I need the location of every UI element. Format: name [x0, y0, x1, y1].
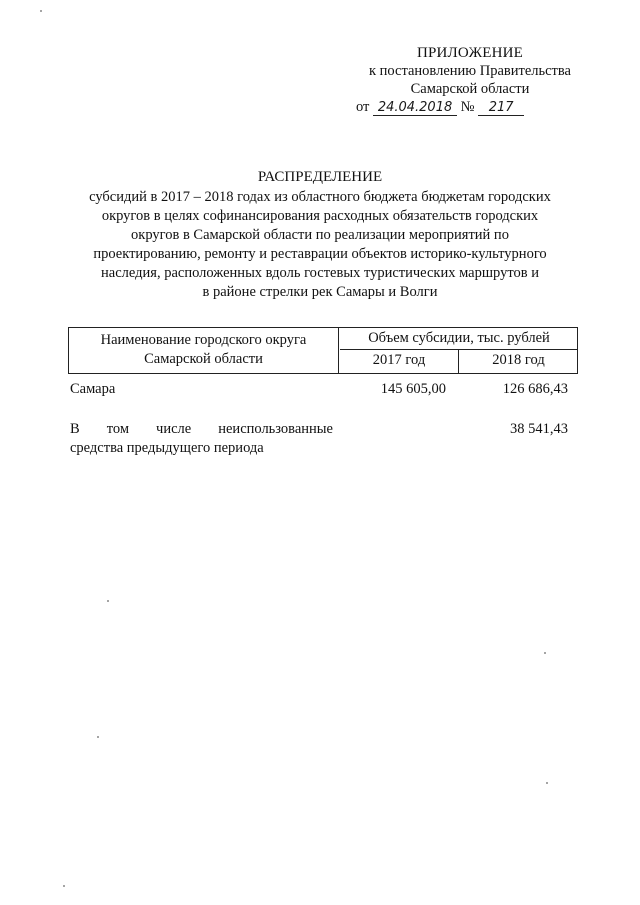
number-label: №	[460, 99, 475, 115]
row-value-2017: 145 605,00	[380, 381, 446, 397]
appendix-line-2: Самарской области	[410, 81, 530, 97]
from-label: от	[356, 99, 370, 115]
scan-speck	[97, 736, 99, 738]
handwritten-date: 24.04.2018	[373, 101, 457, 116]
header-district-line-1: Наименование городского округа	[100, 332, 307, 348]
heading-line-4: проектированию, ремонту и реставрации объектов историко-культурного	[93, 246, 547, 262]
scan-speck	[40, 10, 42, 12]
appendix-date-line	[350, 98, 590, 116]
row-value-2018: 38 541,43	[510, 421, 568, 437]
scan-speck	[544, 652, 546, 654]
table-row	[68, 380, 578, 420]
row-note-word: В	[70, 421, 80, 437]
scan-speck	[546, 782, 548, 784]
header-district-line-2: Самарской области	[144, 351, 263, 367]
header-subsidy-volume: Объем субсидии, тыс. рублей	[340, 328, 578, 350]
appendix-line-1: к постановлению Правительства	[369, 63, 571, 79]
heading-line-2: округов в целях софинансирования расходных обязательств городских	[101, 208, 539, 224]
table-row	[68, 420, 578, 464]
row-note-name	[70, 420, 333, 458]
heading-line-6: в районе стрелки рек Самары и Волги	[202, 284, 438, 300]
handwritten-number: 217	[478, 101, 524, 116]
table-header	[68, 327, 578, 374]
appendix-title: ПРИЛОЖЕНИЕ	[416, 45, 524, 61]
scan-speck	[107, 600, 109, 602]
header-year-2017: 2017 год	[340, 350, 459, 373]
document-heading	[70, 168, 570, 302]
row-note-line-1	[70, 420, 333, 439]
scan-speck	[63, 885, 65, 887]
document-title: РАСПРЕДЕЛЕНИЕ	[257, 169, 383, 185]
subsidy-table	[68, 327, 578, 464]
row-note-line-2: средства предыдущего периода	[70, 440, 264, 456]
heading-line-3: округов в Самарской области по реализации мероприятий по	[131, 227, 509, 243]
row-note-word: неиспользованные	[218, 421, 333, 437]
row-value-2018: 126 686,43	[502, 381, 568, 397]
header-district-name	[69, 328, 339, 373]
row-district-name: Самара	[70, 381, 116, 397]
heading-line-5: наследия, расположенных вдоль гостевых туристических маршрутов и	[101, 265, 539, 281]
header-year-2018: 2018 год	[492, 352, 545, 368]
heading-line-1: субсидий в 2017 – 2018 годах из областного бюджета бюджетам городских	[89, 189, 551, 205]
appendix-block	[350, 44, 590, 116]
row-note-word: том	[106, 421, 129, 437]
row-note-word: числе	[156, 421, 192, 437]
